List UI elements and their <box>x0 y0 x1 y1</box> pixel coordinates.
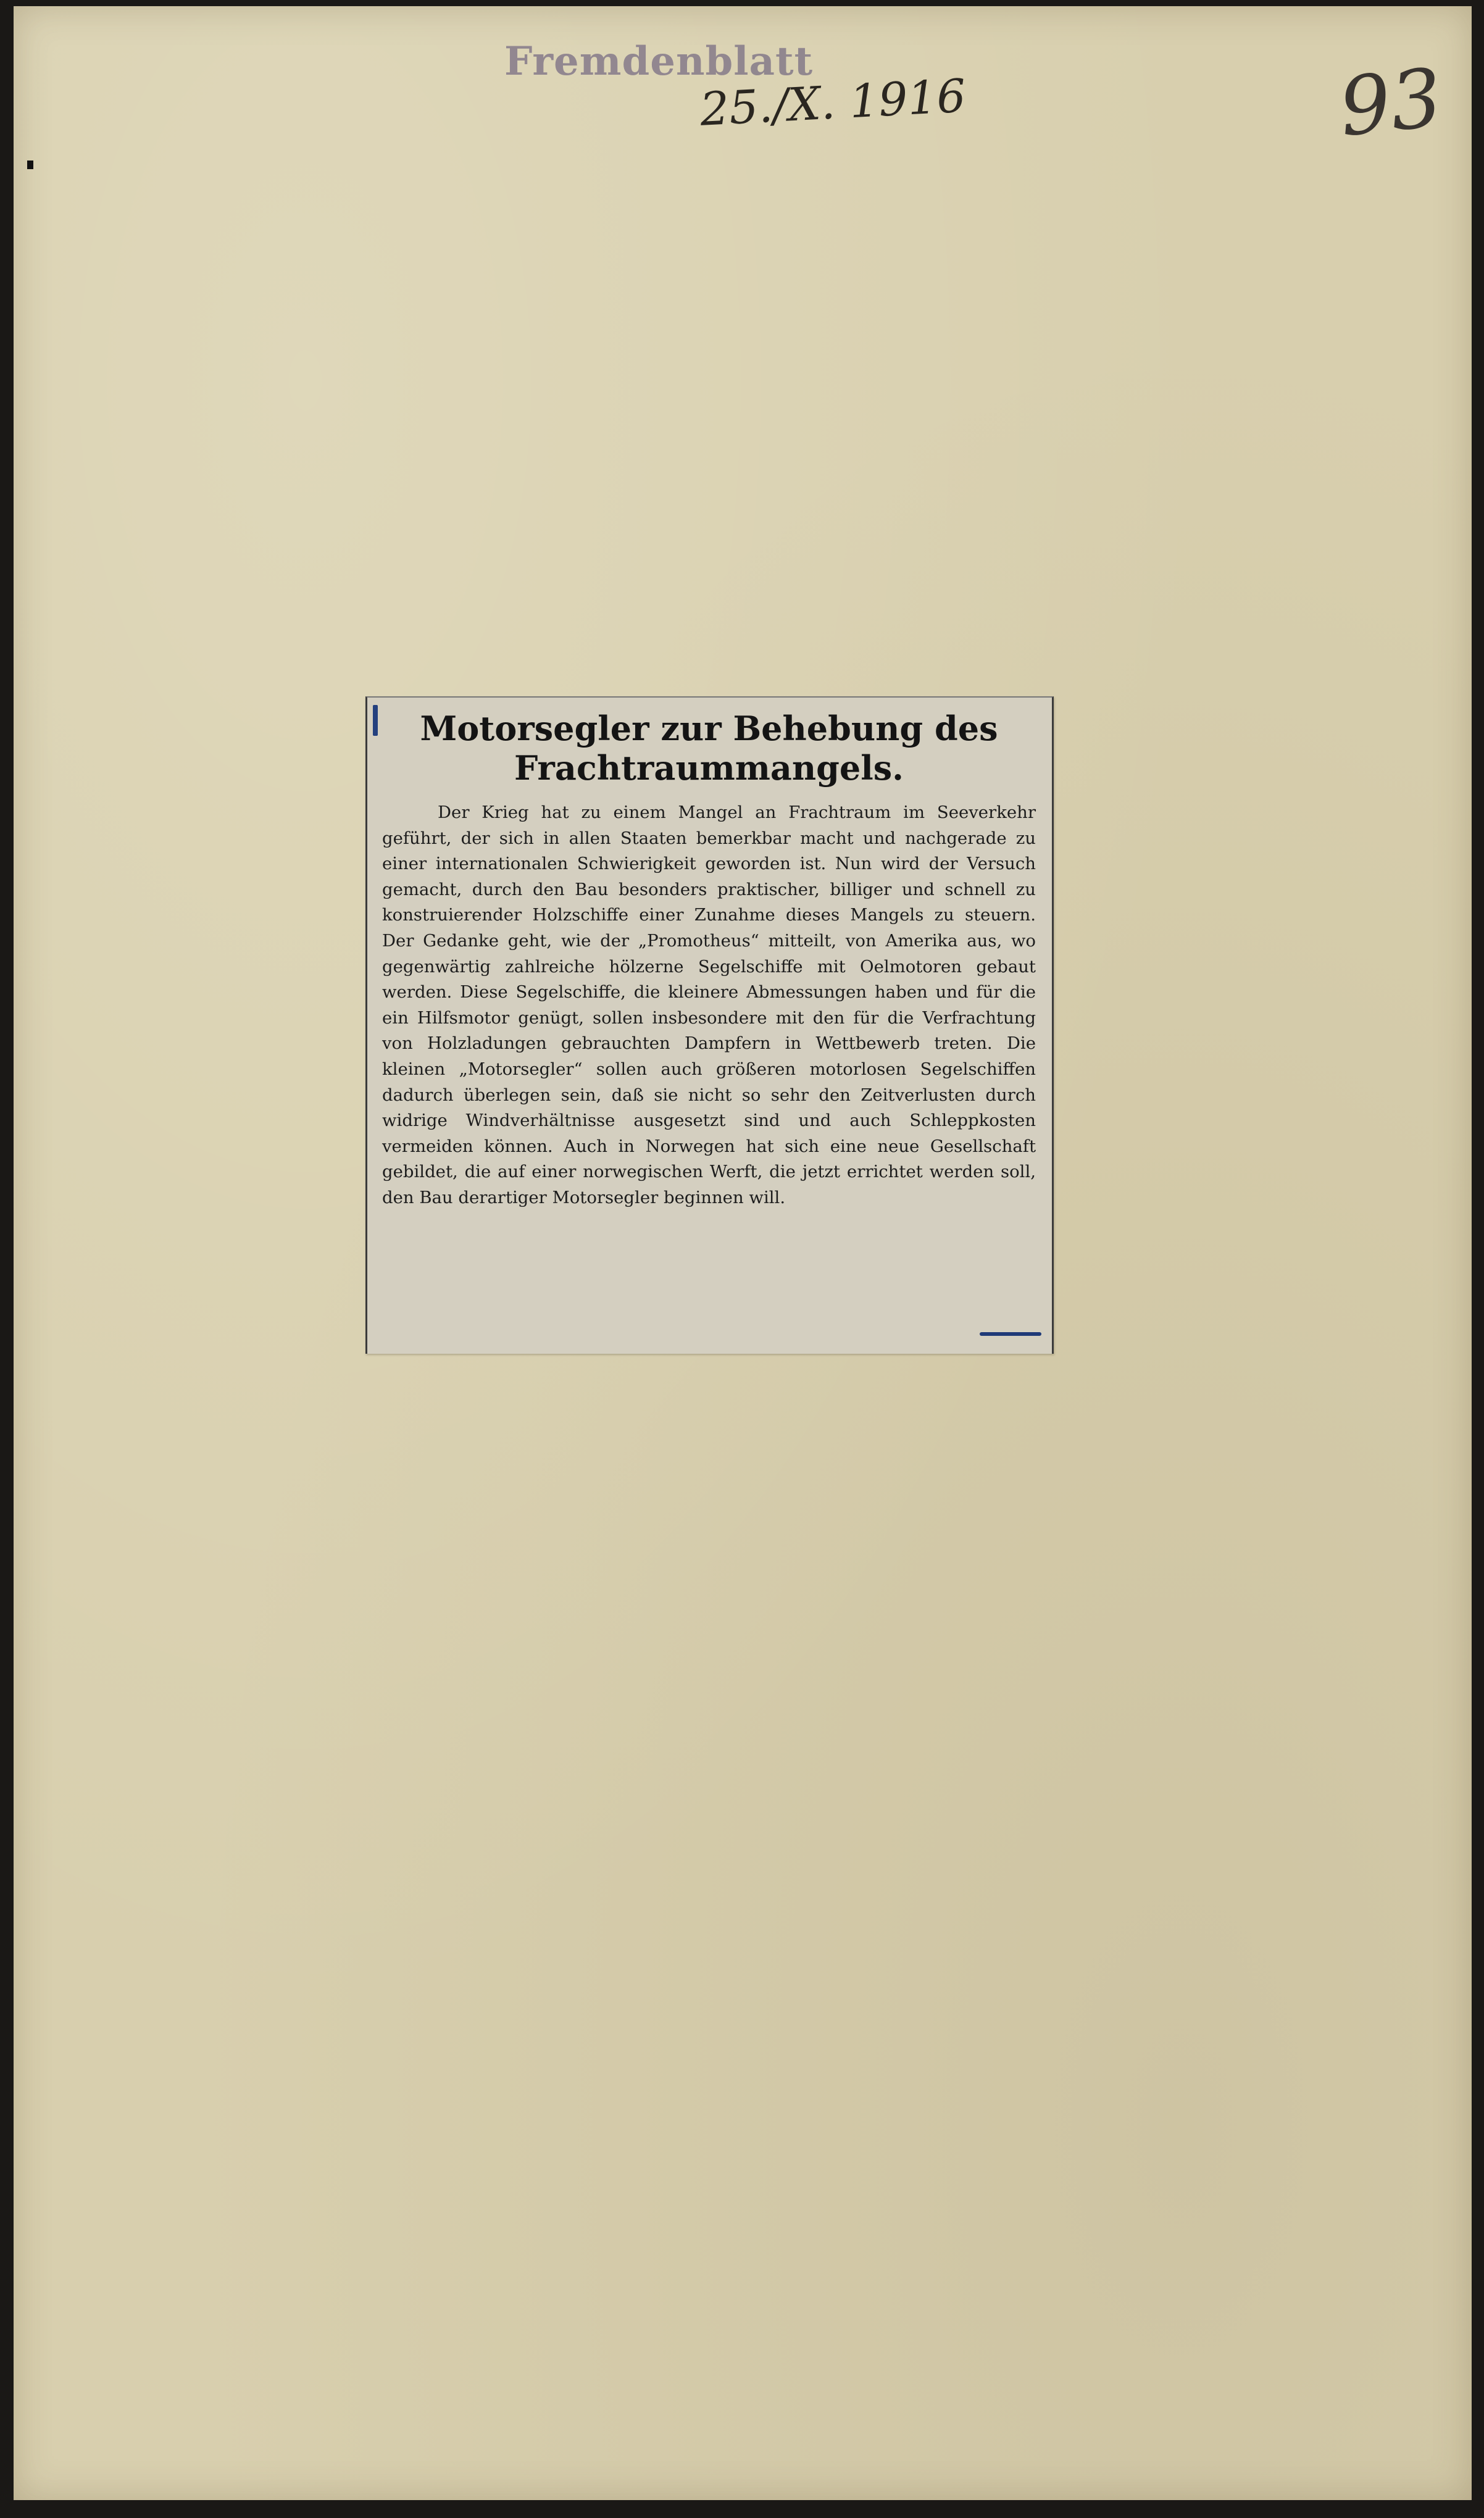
pen-end-mark <box>980 1332 1041 1336</box>
pen-margin-mark <box>373 705 378 736</box>
newspaper-stamp: Fremdenblatt <box>504 38 814 85</box>
handwritten-date: 25./X. 1916 <box>699 69 967 136</box>
folio-number: 93 <box>1335 50 1446 155</box>
newspaper-clipping <box>365 696 1054 1354</box>
edge-mark <box>27 161 33 169</box>
clipping-headline: Motorsegler zur Behebung des Frachtraummangels. <box>420 709 998 788</box>
archive-sheet <box>14 6 1472 2500</box>
clipping-body: Der Krieg hat zu einem Mangel an Frachtraum im Seeverkehr geführt, der sich in allen Staaten bemerkbar macht und nachgerade zu einer internationalen Schwierigkeit geworden ist. Nun wird der Versuch gemacht, durch den Bau besonders praktischer, billiger und schnell zu konstruierender Holzschiffe einer Zunahme dieses Mangels zu steuern. Der Gedanke geht, wie der „Promotheus“ mitteilt, von Amerika aus, wo gegenwärtig zahlreiche hölzerne Segelschiffe mit Oelmotoren gebaut werden. Diese Segelschiffe, die kleinere Abmessungen haben und für die ein Hilfsmotor genügt, sollen insbesondere mit den für die Verfrachtung von Holzladungen gebrauchten Dampfern in Wettbewerb treten. Die kleinen „Motorsegler“ sollen auch größeren motorlosen Segelschiffen dadurch überlegen sein, daß sie nicht so sehr den Zeitverlusten durch widrige Windverhältnisse ausgesetzt sind und auch Schleppkosten vermeiden können. Auch in Norwegen hat sich eine neue Gesellschaft gebildet, die auf einer norwegischen Werft, die jetzt errichtet werden soll, den Bau derartiger Motorsegler beginnen will. <box>382 803 1036 1207</box>
